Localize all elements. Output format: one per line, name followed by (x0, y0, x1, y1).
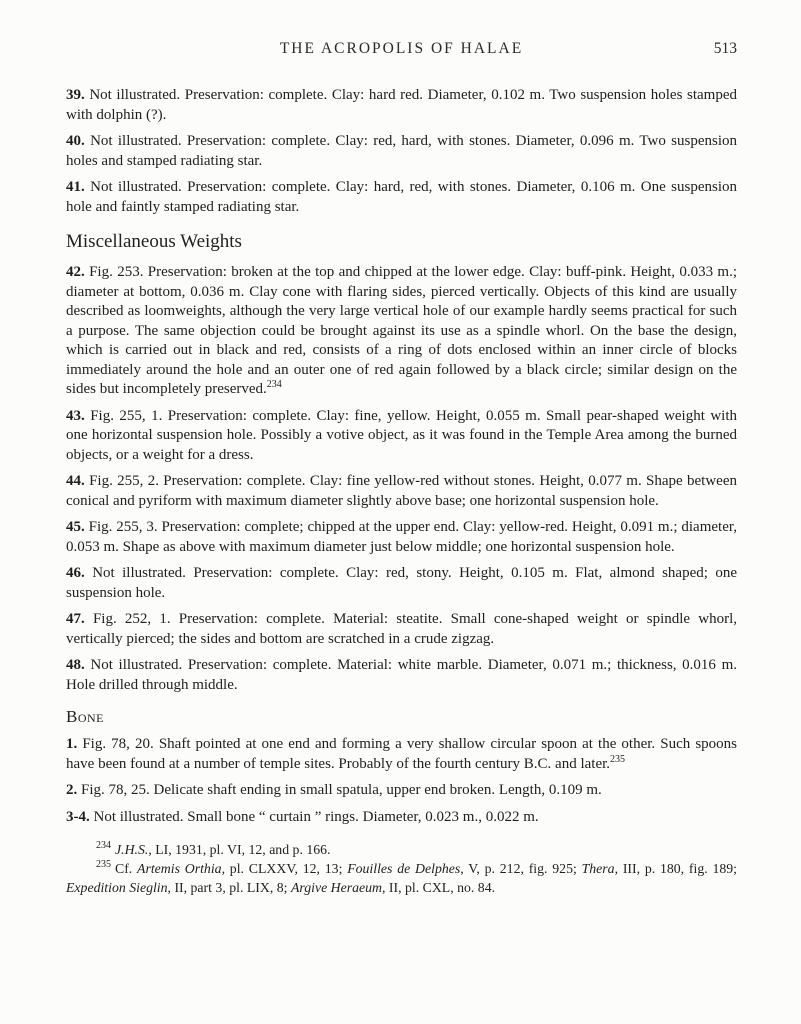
catalog-entry-40 (66, 132, 737, 171)
footnote-segment: Expedition Sieglin (66, 880, 168, 895)
section-heading-miscellaneous-weights: Miscellaneous Weights (66, 231, 242, 252)
catalog-entry-46 (66, 564, 737, 603)
entry-text: Fig. 255, 2. Preservation: complete. Clay: fine yellow-red without stones. Height, 0.077 m. Shape between conical and pyriform with maximum diameter slightly above base; one horizontal suspension hole. (66, 473, 737, 509)
entry-number: 42. (66, 264, 85, 280)
footnote-segment: Cf. (115, 861, 138, 876)
catalog-entry-48 (66, 656, 737, 695)
catalog-entry-bone-2 (66, 781, 737, 801)
entry-number: 44. (66, 473, 85, 489)
footnote-segment: , II, pl. CXL, no. 84. (382, 880, 496, 895)
catalog-entry-42 (66, 263, 737, 400)
entry-text: Fig. 78, 20. Shaft pointed at one end and forming a very shallow circular spoon at the other. Such spoons have been found at a number of temple sites. Probably of the fourth century B.C. and later. (66, 736, 737, 772)
entry-text: Not illustrated. Preservation: complete. Material: white marble. Diameter, 0.071 m.; thickness, 0.016 m. Hole drilled through middle. (66, 657, 737, 693)
footnote-segment: , III, p. 180, fig. 189; (614, 861, 737, 876)
footnote-segment: , V, p. 212, fig. 925; (460, 861, 582, 876)
catalog-entry-41 (66, 178, 737, 217)
running-title: THE ACROPOLIS OF HALAE (279, 40, 524, 57)
entry-number: 48. (66, 657, 85, 673)
entry-text: Not illustrated. Preservation: complete. Clay: hard, red, with stones. Diameter, 0.106 m. One suspension hole and faintly stamped radiating star. (66, 179, 737, 215)
catalog-entry-bone-1 (66, 735, 737, 774)
entry-text: Fig. 253. Preservation: broken at the top and chipped at the lower edge. Clay: buff-pink. Height, 0.033 m.; diameter at bottom, 0.036 m. Clay cone with flaring sides, pierced vertically. Objects of this kind are usually described as loomweights, although the very large vertical hole of our example hardly seems practical for such a purpose. The same objection could be brought against its use as a spindle whorl. On the base the design, which is carried out in black and red, consists of a ring of dots enclosed within an inner circle of blocks immediately around the hole and an outer one of red again followed by a black circle; similar design on the sides but incompletely preserved. (66, 264, 737, 397)
entry-text: Not illustrated. Small bone “ curtain ” rings. Diameter, 0.023 m., 0.022 m. (93, 808, 539, 825)
entry-number: 43. (66, 407, 85, 424)
catalog-entry-44 (66, 472, 737, 511)
entry-text: Fig. 255, 1. Preservation: complete. Clay: fine, yellow. Height, 0.055 m. Small pear-shaped weight with one horizontal suspension hole. Possibly a votive object, as it was found in the Temple Area among the burned objects, or a weight for a dress. (66, 407, 737, 463)
footnote-segment: , LI, 1931, pl. VI, 12, and p. 166. (148, 842, 331, 857)
entry-number: 40. (66, 133, 85, 149)
footnote-segment: Fouilles de Delphes (347, 861, 461, 876)
entry-number: 45. (66, 519, 85, 535)
entry-number: 47. (66, 611, 85, 627)
footnote-marker: 234 (96, 840, 111, 852)
footnote-ref-235: 235 (610, 753, 626, 765)
catalog-entry-45 (66, 518, 737, 557)
entry-number: 46. (66, 565, 85, 581)
entry-number: 41. (66, 179, 85, 195)
footnote-segment: , II, part 3, pl. LIX, 8; (167, 880, 291, 895)
entry-number: 3-4. (66, 808, 90, 825)
entry-number: 39. (66, 87, 85, 103)
entry-text: Fig. 252, 1. Preservation: complete. Material: steatite. Small cone-shaped weight or spindle whorl, vertically pierced; the sides and bottom are scratched in a crude zigzag. (66, 611, 738, 647)
section-heading-bone: Bone (66, 707, 105, 726)
page-header (66, 40, 737, 62)
page-number: 513 (713, 40, 737, 57)
footnote-235 (66, 859, 737, 897)
footnotes (66, 840, 737, 897)
entry-number: 1. (66, 736, 78, 752)
footnote-segment: Artemis Orthia (137, 861, 222, 876)
footnote-marker: 235 (96, 859, 111, 871)
footnote-segment: Argive Heraeum (290, 880, 382, 895)
entry-text: Not illustrated. Preservation: complete. Clay: red, hard, with stones. Diameter, 0.096 m. Two suspension holes and stamped radiating star. (66, 133, 737, 169)
catalog-entry-43 (66, 407, 737, 466)
catalog-entry-39 (66, 86, 737, 125)
catalog-entry-bone-3-4 (66, 808, 737, 828)
footnote-ref-234: 234 (266, 379, 282, 390)
footnote-234 (66, 840, 737, 859)
footnote-segment: J.H.S. (115, 842, 149, 857)
entry-text: Fig. 78, 25. Delicate shaft ending in small spatula, upper end broken. Length, 0.109 m. (81, 782, 602, 798)
entry-text: Fig. 255, 3. Preservation: complete; chipped at the upper end. Clay: yellow-red. Height, 0.091 m.; diameter, 0.053 m. Shape as above with maximum diameter just below middle; one horizontal suspension hole. (66, 519, 737, 555)
entry-text: Not illustrated. Preservation: complete. Clay: red, stony. Height, 0.105 m. Flat, almond shaped; one suspension hole. (66, 565, 738, 601)
entry-number: 2. (66, 782, 78, 798)
footnote-segment: , pl. CLXXV, 12, 13; (221, 861, 348, 876)
catalog-entry-47 (66, 610, 737, 649)
footnote-segment: Thera (581, 861, 615, 876)
entry-text: Not illustrated. Preservation: complete. Clay: hard red. Diameter, 0.102 m. Two suspension holes stamped with dolphin (?). (66, 87, 737, 123)
